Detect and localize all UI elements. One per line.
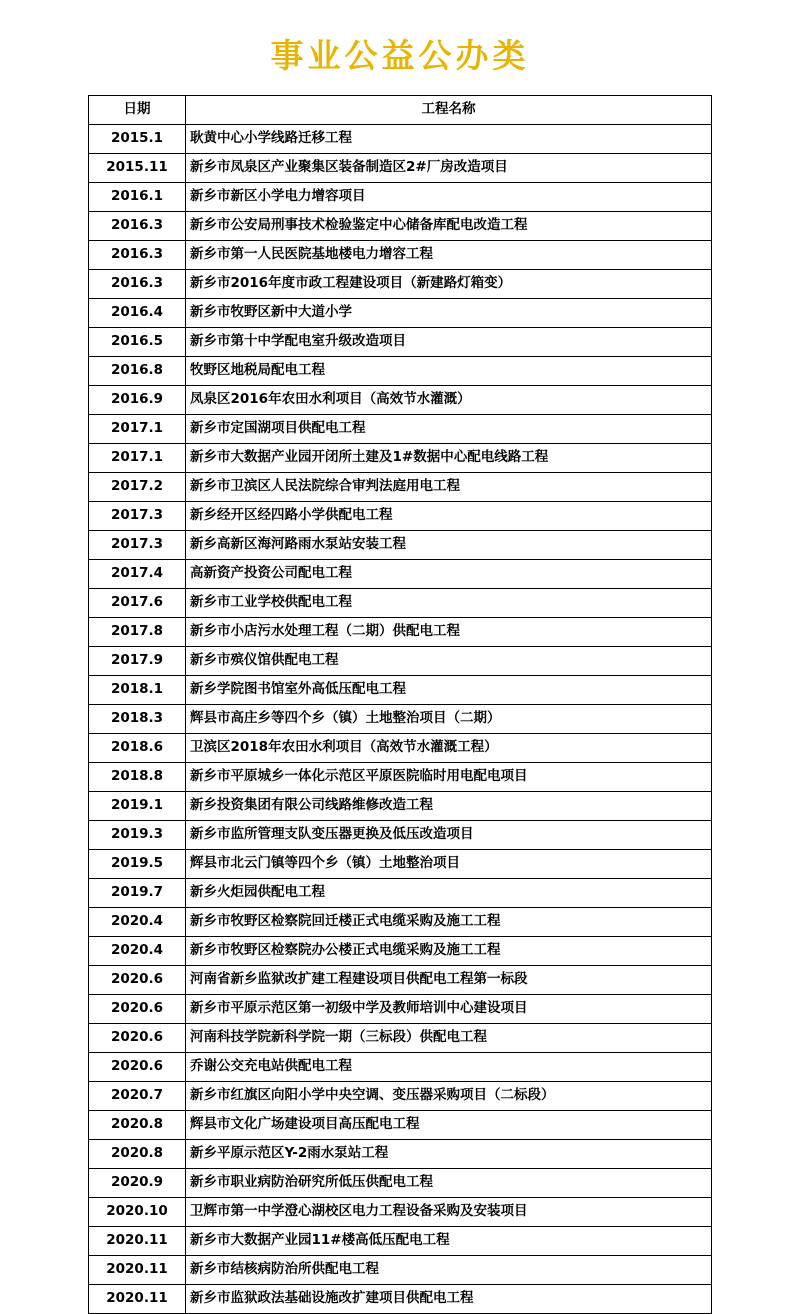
- cell-date: 2020.6: [89, 995, 186, 1024]
- cell-date: 2017.4: [89, 560, 186, 589]
- cell-project-name: 新乡市结核病防治所供配电工程: [186, 1256, 712, 1285]
- table-row: [89, 705, 712, 734]
- cell-date: 2017.8: [89, 618, 186, 647]
- table-row: [89, 386, 712, 415]
- cell-date: 2017.3: [89, 531, 186, 560]
- table-row: [89, 212, 712, 241]
- table-row: [89, 1256, 712, 1285]
- cell-date: 2017.1: [89, 444, 186, 473]
- cell-date: 2019.5: [89, 850, 186, 879]
- cell-project-name: 新乡市卫滨区人民法院综合审判法庭用电工程: [186, 473, 712, 502]
- cell-project-name: 辉县市北云门镇等四个乡（镇）土地整治项目: [186, 850, 712, 879]
- table-row: [89, 676, 712, 705]
- table-row: [89, 1111, 712, 1140]
- table-row: [89, 1227, 712, 1256]
- table-row: [89, 1082, 712, 1111]
- cell-date: 2020.7: [89, 1082, 186, 1111]
- cell-project-name: 新乡市平原城乡一体化示范区平原医院临时用电配电项目: [186, 763, 712, 792]
- cell-date: 2020.10: [89, 1198, 186, 1227]
- table-row: [89, 908, 712, 937]
- cell-date: 2020.4: [89, 937, 186, 966]
- cell-date: 2017.2: [89, 473, 186, 502]
- cell-project-name: 新乡市凤泉区产业聚集区装备制造区2#厂房改造项目: [186, 154, 712, 183]
- cell-date: 2016.3: [89, 212, 186, 241]
- cell-date: 2015.1: [89, 125, 186, 154]
- cell-date: 2017.1: [89, 415, 186, 444]
- cell-project-name: 新乡市牧野区检察院回迁楼正式电缆采购及施工工程: [186, 908, 712, 937]
- cell-project-name: 新乡市第十中学配电室升级改造项目: [186, 328, 712, 357]
- cell-project-name: 卫滨区2018年农田水利项目（高效节水灌溉工程）: [186, 734, 712, 763]
- cell-date: 2016.9: [89, 386, 186, 415]
- cell-date: 2017.3: [89, 502, 186, 531]
- table-row: [89, 1169, 712, 1198]
- table-row: [89, 1198, 712, 1227]
- cell-date: 2020.6: [89, 1053, 186, 1082]
- cell-project-name: 新乡市大数据产业园11#楼高低压配电工程: [186, 1227, 712, 1256]
- cell-project-name: 牧野区地税局配电工程: [186, 357, 712, 386]
- cell-project-name: 新乡火炬园供配电工程: [186, 879, 712, 908]
- cell-date: 2020.11: [89, 1285, 186, 1314]
- table-row: [89, 1024, 712, 1053]
- cell-date: 2016.4: [89, 299, 186, 328]
- project-table-container: [0, 95, 800, 1314]
- cell-project-name: 新乡市大数据产业园开闭所土建及1#数据中心配电线路工程: [186, 444, 712, 473]
- table-row: [89, 589, 712, 618]
- cell-date: 2018.6: [89, 734, 186, 763]
- cell-project-name: 新乡市工业学校供配电工程: [186, 589, 712, 618]
- table-row: [89, 821, 712, 850]
- cell-project-name: 河南科技学院新科学院一期（三标段）供配电工程: [186, 1024, 712, 1053]
- cell-project-name: 新乡市2016年度市政工程建设项目（新建路灯箱变）: [186, 270, 712, 299]
- cell-date: 2019.7: [89, 879, 186, 908]
- cell-project-name: 新乡经开区经四路小学供配电工程: [186, 502, 712, 531]
- cell-project-name: 新乡市红旗区向阳小学中央空调、变压器采购项目（二标段）: [186, 1082, 712, 1111]
- cell-project-name: 凤泉区2016年农田水利项目（高效节水灌溉）: [186, 386, 712, 415]
- table-row: [89, 502, 712, 531]
- cell-date: 2020.9: [89, 1169, 186, 1198]
- table-row: [89, 995, 712, 1024]
- table-row: [89, 966, 712, 995]
- cell-date: 2018.3: [89, 705, 186, 734]
- header-date: 日期: [89, 96, 186, 125]
- table-row: [89, 357, 712, 386]
- page-title: 事业公益公办类: [270, 36, 530, 75]
- cell-date: 2019.3: [89, 821, 186, 850]
- cell-date: 2016.1: [89, 183, 186, 212]
- cell-project-name: 新乡市牧野区检察院办公楼正式电缆采购及施工工程: [186, 937, 712, 966]
- cell-project-name: 新乡市定国湖项目供配电工程: [186, 415, 712, 444]
- cell-date: 2017.9: [89, 647, 186, 676]
- cell-project-name: 新乡市第一人民医院基地楼电力增容工程: [186, 241, 712, 270]
- cell-project-name: 新乡平原示范区Y-2雨水泵站工程: [186, 1140, 712, 1169]
- table-row: [89, 1285, 712, 1314]
- table-row: [89, 560, 712, 589]
- table-row: [89, 763, 712, 792]
- table-row: [89, 1140, 712, 1169]
- cell-date: 2020.6: [89, 1024, 186, 1053]
- header-project-name: 工程名称: [186, 96, 712, 125]
- cell-date: 2018.1: [89, 676, 186, 705]
- cell-project-name: 新乡市职业病防治研究所低压供配电工程: [186, 1169, 712, 1198]
- cell-project-name: 河南省新乡监狱改扩建工程建设项目供配电工程第一标段: [186, 966, 712, 995]
- cell-project-name: 新乡市平原示范区第一初级中学及教师培训中心建设项目: [186, 995, 712, 1024]
- cell-project-name: 新乡市公安局刑事技术检验鉴定中心储备库配电改造工程: [186, 212, 712, 241]
- cell-date: 2016.3: [89, 241, 186, 270]
- table-row: [89, 792, 712, 821]
- cell-date: 2019.1: [89, 792, 186, 821]
- table-row: [89, 879, 712, 908]
- table-row: [89, 328, 712, 357]
- cell-project-name: 卫辉市第一中学澄心湖校区电力工程设备采购及安装项目: [186, 1198, 712, 1227]
- cell-date: 2018.8: [89, 763, 186, 792]
- table-row: [89, 1053, 712, 1082]
- cell-project-name: 新乡市殡仪馆供配电工程: [186, 647, 712, 676]
- cell-date: 2016.5: [89, 328, 186, 357]
- table-row: [89, 937, 712, 966]
- table-row: [89, 531, 712, 560]
- cell-date: 2015.11: [89, 154, 186, 183]
- cell-date: 2020.4: [89, 908, 186, 937]
- cell-project-name: 辉县市文化广场建设项目高压配电工程: [186, 1111, 712, 1140]
- cell-date: 2020.11: [89, 1227, 186, 1256]
- table-row: [89, 647, 712, 676]
- cell-project-name: 新乡投资集团有限公司线路维修改造工程: [186, 792, 712, 821]
- cell-project-name: 耿黄中心小学线路迁移工程: [186, 125, 712, 154]
- table-row: [89, 299, 712, 328]
- project-table: [88, 95, 712, 1314]
- table-row: [89, 444, 712, 473]
- cell-project-name: 新乡市监狱政法基础设施改扩建项目供配电工程: [186, 1285, 712, 1314]
- cell-project-name: 高新资产投资公司配电工程: [186, 560, 712, 589]
- cell-date: 2020.11: [89, 1256, 186, 1285]
- table-row: [89, 183, 712, 212]
- cell-date: 2020.6: [89, 966, 186, 995]
- table-row: [89, 241, 712, 270]
- table-header-row: [89, 96, 712, 125]
- table-row: [89, 850, 712, 879]
- table-row: [89, 734, 712, 763]
- cell-project-name: 新乡市监所管理支队变压器更换及低压改造项目: [186, 821, 712, 850]
- cell-date: 2016.3: [89, 270, 186, 299]
- table-row: [89, 415, 712, 444]
- cell-date: 2017.6: [89, 589, 186, 618]
- cell-date: 2016.8: [89, 357, 186, 386]
- cell-project-name: 新乡市新区小学电力增容项目: [186, 183, 712, 212]
- table-row: [89, 125, 712, 154]
- table-row: [89, 473, 712, 502]
- cell-project-name: 辉县市高庄乡等四个乡（镇）土地整治项目（二期）: [186, 705, 712, 734]
- cell-date: 2020.8: [89, 1111, 186, 1140]
- cell-project-name: 新乡市牧野区新中大道小学: [186, 299, 712, 328]
- table-row: [89, 270, 712, 299]
- cell-project-name: 新乡高新区海河路雨水泵站安装工程: [186, 531, 712, 560]
- cell-project-name: 乔谢公交充电站供配电工程: [186, 1053, 712, 1082]
- cell-project-name: 新乡市小店污水处理工程（二期）供配电工程: [186, 618, 712, 647]
- table-row: [89, 154, 712, 183]
- table-row: [89, 618, 712, 647]
- table-body: [89, 125, 712, 1314]
- cell-date: 2020.8: [89, 1140, 186, 1169]
- cell-project-name: 新乡学院图书馆室外高低压配电工程: [186, 676, 712, 705]
